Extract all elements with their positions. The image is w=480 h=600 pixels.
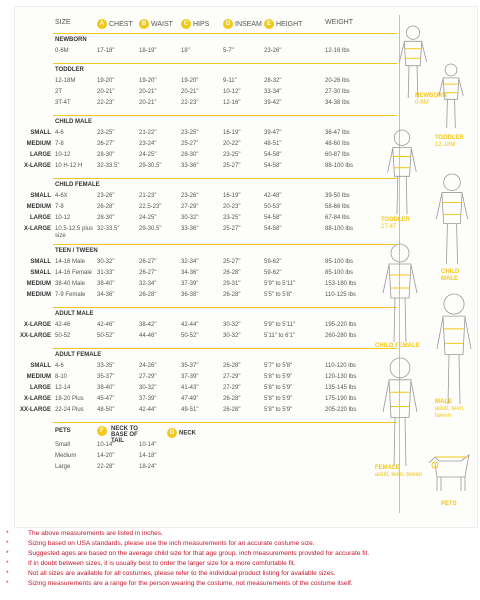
waist-cell: 26-28" xyxy=(139,292,157,298)
chest-cell: 26-28" xyxy=(97,204,115,210)
dog-figure xyxy=(421,447,477,497)
height-cell: 5'9" to 5'11" xyxy=(264,322,296,328)
size-cell: 7-8 xyxy=(55,141,64,147)
pets-title: PETS xyxy=(55,428,71,434)
weight-cell: 195-220 lbs xyxy=(325,322,357,328)
note-text: Sizing measurements are a range for the person wearing the costume, not measurements of the costume itself. xyxy=(28,580,353,587)
size-label: XX-LARGE xyxy=(19,407,51,413)
hips-header: C HIPS xyxy=(181,19,209,29)
table-row xyxy=(15,333,397,343)
hips-cell: 23-26" xyxy=(181,193,199,199)
bullet-icon: * xyxy=(6,580,9,587)
size-cell: 12-14 xyxy=(55,385,71,391)
weight-cell: 260-280 lbs xyxy=(325,333,357,339)
height-cell: 5'5" to 5'8" xyxy=(264,292,293,298)
size-cell: 4-6 xyxy=(55,363,64,369)
size-label: LARGE xyxy=(30,215,51,221)
height-cell: 59-62" xyxy=(264,270,282,276)
size-label: X-LARGE xyxy=(24,226,51,232)
hips-cell: 28-30" xyxy=(181,152,199,158)
table-row xyxy=(15,78,397,88)
weight-cell: 88-100 lbs xyxy=(325,163,354,169)
size-label: SMALL xyxy=(30,270,51,276)
height-cell: 54-58" xyxy=(264,215,282,221)
section-rule xyxy=(53,115,397,116)
inseam-cell: 30-32" xyxy=(223,333,241,339)
waist-cell: 21-22" xyxy=(139,130,157,136)
waist-header: B WAIST xyxy=(139,19,173,29)
size-cell: 7-9 Female xyxy=(55,292,86,298)
hips-cell: 25-27" xyxy=(181,141,199,147)
size-cell: 50-52 xyxy=(55,333,71,339)
size-cell: 42-46 xyxy=(55,322,71,328)
table-row xyxy=(15,141,397,151)
bullet-icon: * xyxy=(6,550,9,557)
section-rule xyxy=(53,422,397,423)
child-female-label: CHILD FEMALE xyxy=(375,343,420,349)
chest-cell: 23-25" xyxy=(97,130,115,136)
chest-header: A CHEST xyxy=(97,19,133,29)
hips-cell: 33-36" xyxy=(181,226,199,232)
toddler-12-18m-label: TODDLER 12-18M xyxy=(435,135,464,148)
hips-cell: 41-43" xyxy=(181,385,199,391)
female-figure xyxy=(375,357,425,467)
table-row xyxy=(15,322,397,332)
section-title: CHILD MALE xyxy=(55,119,92,125)
table-row xyxy=(15,363,397,373)
weight-cell: 110-120 lbs xyxy=(325,363,356,369)
pet-tail-cell: 14-20" xyxy=(97,453,115,459)
bullet-icon: * xyxy=(6,530,9,537)
waist-cell: 26-27" xyxy=(139,270,157,276)
note-line xyxy=(6,550,476,560)
size-cell: 0-6M xyxy=(55,48,69,54)
height-cell: 23-26" xyxy=(264,48,282,54)
note-line xyxy=(6,570,476,580)
chest-cell: 28-30" xyxy=(97,215,115,221)
inseam-cell: 30-32" xyxy=(223,322,241,328)
size-label: X-LARGE xyxy=(24,396,51,402)
note-text: Sizing based on USA standards, please use the inch measurements for an accurate costume size. xyxy=(28,540,315,547)
size-chart xyxy=(14,6,478,528)
height-cell: 59-62" xyxy=(264,259,282,265)
chest-cell: 45-47" xyxy=(97,396,115,402)
size-label: X-LARGE xyxy=(24,163,51,169)
chest-cell: 23-26" xyxy=(97,193,115,199)
size-cell: 10-12 xyxy=(55,215,71,221)
section-rule xyxy=(53,348,397,349)
hips-cell: 34-36" xyxy=(181,270,199,276)
toddler-figure xyxy=(433,63,469,129)
weight-cell: 85-100 lbs xyxy=(325,270,354,276)
height-cell: 5'8" to 5'9" xyxy=(264,385,293,391)
section-title: NEWBORN xyxy=(55,37,87,43)
waist-cell: 38-42" xyxy=(139,322,157,328)
size-label: MEDIUM xyxy=(26,374,51,380)
size-cell: 8-10 xyxy=(55,374,68,380)
child-male-figure xyxy=(429,173,475,265)
section-title: ADULT MALE xyxy=(55,311,94,317)
size-label: LARGE xyxy=(30,152,51,158)
table-row xyxy=(15,89,397,99)
waist-cell: 22.5-23" xyxy=(139,204,162,210)
size-cell: 38-40 Male xyxy=(55,281,86,287)
table-row xyxy=(15,259,397,269)
chest-cell: 48-50" xyxy=(97,407,115,413)
hips-cell: 47-49" xyxy=(181,396,199,402)
size-label: SMALL xyxy=(30,130,51,136)
weight-cell: 67-84 lbs xyxy=(325,215,350,221)
weight-cell: 20-26 lbs xyxy=(325,78,350,84)
size-label: SMALL xyxy=(30,363,51,369)
hips-cell: 23-25" xyxy=(181,130,199,136)
size-label: MEDIUM xyxy=(26,204,51,210)
child-female-figure xyxy=(375,243,425,343)
inseam-cell: 20-22" xyxy=(223,141,241,147)
chest-cell: 26-27" xyxy=(97,141,115,147)
size-header: SIZE xyxy=(55,19,71,26)
section-title: TODDLER xyxy=(55,67,84,73)
chest-cell: 20-21" xyxy=(97,89,115,95)
table-row xyxy=(15,130,397,140)
size-label: MEDIUM xyxy=(26,281,51,287)
weight-cell: 153-180 lbs xyxy=(325,281,357,287)
pet-tail-cell: 22-28" xyxy=(97,464,115,470)
note-line xyxy=(6,540,476,550)
waist-cell: 42-44" xyxy=(139,407,157,413)
size-cell: 18-20 Plus xyxy=(55,396,84,402)
height-cell: 5'8" to 5'9" xyxy=(264,396,293,402)
section-title: ADULT FEMALE xyxy=(55,352,102,358)
size-cell: 14-16 Male xyxy=(55,259,86,265)
table-row xyxy=(15,48,397,58)
weight-header: WEIGHT xyxy=(325,19,353,26)
inseam-cell: 25-27" xyxy=(223,259,241,265)
size-label: XX-LARGE xyxy=(19,333,51,339)
hips-cell: 19-20" xyxy=(181,78,199,84)
hips-cell: 36-38" xyxy=(181,292,199,298)
inseam-cell: 26-28" xyxy=(223,396,241,402)
waist-cell: 20-21" xyxy=(139,89,157,95)
note-text: If in doubt between sizes, it is usually best to order the larger size for a more comfortable fit. xyxy=(28,560,296,567)
chest-cell: 34-36" xyxy=(97,292,115,298)
size-cell: 3T-4T xyxy=(55,100,71,106)
height-header: E HEIGHT xyxy=(264,19,302,29)
hips-cell: 37-39" xyxy=(181,281,199,287)
note-text: Suggested ages are based on the average child size for that age group. inch measurements provided for accurate fit. xyxy=(28,550,370,557)
waist-cell: 37-39" xyxy=(139,396,157,402)
pet-neck-cell: 18-24" xyxy=(139,464,157,470)
male-label: MALE adult, teen, tween xyxy=(435,399,465,419)
table-row xyxy=(15,396,397,406)
chest-cell: 22-23" xyxy=(97,100,115,106)
toddler-2t-figure xyxy=(381,129,423,215)
table-row xyxy=(15,281,397,291)
newborn-label: NEWBORN 0-6M xyxy=(415,93,447,106)
note-text: Not all sizes are available for all costumes, please refer to the individual product listing for available sizes. xyxy=(28,570,336,577)
waist-cell: 30-32" xyxy=(139,385,157,391)
inseam-cell: 29-31" xyxy=(223,281,241,287)
pet-neck-cell: 10-14" xyxy=(139,442,157,448)
height-cell: 5'7" to 5'8" xyxy=(264,363,293,369)
hips-cell: 18" xyxy=(181,48,190,54)
hips-cell: 22-23" xyxy=(181,100,199,106)
inseam-cell: 5-7" xyxy=(223,48,234,54)
notes xyxy=(6,530,476,590)
size-cell: 10-12 xyxy=(55,152,71,158)
section-rule xyxy=(53,307,397,308)
pet-tail-cell: 10-14" xyxy=(97,442,115,448)
waist-cell: 29-30.5" xyxy=(139,226,162,232)
column-headers xyxy=(55,15,395,33)
size-cell: 2T xyxy=(55,89,63,95)
note-line xyxy=(6,560,476,570)
weight-cell: 88-100 lbs xyxy=(325,226,354,232)
size-cell: 10.5-12.5 plus size xyxy=(55,226,94,239)
weight-cell: 135-145 lbs xyxy=(325,385,357,391)
pet-row xyxy=(15,464,397,474)
note-line xyxy=(6,580,476,590)
inseam-cell: 10-12" xyxy=(223,89,241,95)
size-label: LARGE xyxy=(30,385,51,391)
waist-cell: 27-29" xyxy=(139,374,157,380)
table-row xyxy=(15,385,397,395)
table-row xyxy=(15,270,397,280)
inseam-cell: 20-23" xyxy=(223,204,241,210)
hips-cell: 30-32" xyxy=(181,215,199,221)
size-label: MEDIUM xyxy=(26,292,51,298)
height-cell: 54-58" xyxy=(264,163,282,169)
size-label: SMALL xyxy=(30,193,51,199)
inseam-header: D INSEAM xyxy=(223,19,262,29)
inseam-cell: 26-28" xyxy=(223,363,241,369)
bullet-icon: * xyxy=(6,570,9,577)
weight-cell: 27-30 lbs xyxy=(325,89,350,95)
height-cell: 5'8" to 5'9" xyxy=(264,374,293,380)
inseam-cell: 23-25" xyxy=(223,215,241,221)
table-row xyxy=(15,374,397,384)
waist-cell: 24-26" xyxy=(139,363,157,369)
inseam-cell: 23-25" xyxy=(223,152,241,158)
size-label: X-LARGE xyxy=(24,322,51,328)
note-text: The above measurements are listed in inches. xyxy=(28,530,163,537)
chest-cell: 38-40" xyxy=(97,385,115,391)
height-cell: 33-34" xyxy=(264,89,282,95)
weight-cell: 175-190 lbs xyxy=(325,396,357,402)
bullet-icon: * xyxy=(6,560,9,567)
chest-cell: 19-20" xyxy=(97,78,115,84)
height-cell: 54-58" xyxy=(264,152,282,158)
note-line xyxy=(6,530,476,540)
height-cell: 5'8" to 5'9" xyxy=(264,407,293,413)
chest-cell: 42-46" xyxy=(97,322,115,328)
weight-cell: 48-60 lbs xyxy=(325,141,350,147)
pet-row xyxy=(15,442,397,452)
inseam-cell: 26-28" xyxy=(223,407,241,413)
table-row xyxy=(15,163,397,173)
pets-header xyxy=(55,426,255,444)
chest-cell: 35-37" xyxy=(97,374,115,380)
hips-cell: 32-34" xyxy=(181,259,199,265)
hips-cell: 20-21" xyxy=(181,89,199,95)
inseam-cell: 16-19" xyxy=(223,193,241,199)
pet-size-cell: Large xyxy=(55,464,71,470)
height-cell: 5'9" to 5'11" xyxy=(264,281,296,287)
weight-cell: 12-16 lbs xyxy=(325,48,350,54)
section-title: TEEN / TWEEN xyxy=(55,248,98,254)
inseam-cell: 27-29" xyxy=(223,385,241,391)
inseam-cell: 12-16" xyxy=(223,100,241,106)
section-rule xyxy=(53,33,397,34)
chest-cell: 32-33.5" xyxy=(97,163,120,169)
height-cell: 42-48" xyxy=(264,193,282,199)
pet-row xyxy=(15,453,397,463)
pet-size-cell: Small xyxy=(55,442,71,448)
height-cell: 28-32" xyxy=(264,78,282,84)
height-cell: 39-47" xyxy=(264,130,282,136)
inseam-cell: 16-19" xyxy=(223,130,241,136)
weight-cell: 120-130 lbs xyxy=(325,374,357,380)
table-row xyxy=(15,152,397,162)
chest-cell: 38-40" xyxy=(97,281,115,287)
table-row xyxy=(15,215,397,225)
hips-cell: 27-29" xyxy=(181,204,199,210)
waist-cell: 24-25" xyxy=(139,152,157,158)
hips-cell: 33-36" xyxy=(181,163,199,169)
chest-cell: 33-35" xyxy=(97,363,115,369)
inseam-cell: 26-28" xyxy=(223,292,241,298)
waist-cell: 44-46" xyxy=(139,333,157,339)
newborn-figure xyxy=(393,25,433,99)
waist-cell: 19-20" xyxy=(139,78,157,84)
size-label: MEDIUM xyxy=(26,141,51,147)
tail-header: F NECK TO BASE OF TAIL xyxy=(97,426,151,444)
hips-cell: 35-37" xyxy=(181,363,199,369)
table-row xyxy=(15,204,397,214)
chest-cell: 28-30" xyxy=(97,152,115,158)
waist-cell: 18-19" xyxy=(139,48,157,54)
hips-cell: 42-44" xyxy=(181,322,199,328)
neck-header: D NECK xyxy=(167,428,196,438)
waist-cell: 26-27" xyxy=(139,259,157,265)
section-rule xyxy=(53,63,397,64)
table-row xyxy=(15,292,397,302)
toddler-2t-4t-label: TODDLER 2T-4T xyxy=(381,217,410,230)
section-rule xyxy=(53,178,397,179)
bullet-icon: * xyxy=(6,540,9,547)
height-cell: 50-53" xyxy=(264,204,282,210)
waist-cell: 32-34" xyxy=(139,281,157,287)
size-cell: 12-18M xyxy=(55,78,76,84)
waist-cell: 24-25" xyxy=(139,215,157,221)
height-cell: 5'11" to 6'1" xyxy=(264,333,296,339)
waist-cell: 23-24" xyxy=(139,141,157,147)
table-row xyxy=(15,193,397,203)
weight-cell: 110-125 lbs xyxy=(325,292,356,298)
waist-cell: 21-23" xyxy=(139,193,157,199)
hips-cell: 37-39" xyxy=(181,374,199,380)
female-label: FEMALE adult, teen, tween xyxy=(375,465,423,478)
size-cell: 7-8 xyxy=(55,204,64,210)
inseam-cell: 9-11" xyxy=(223,78,237,84)
pet-neck-cell: 14-18" xyxy=(139,453,157,459)
inseam-cell: 25-27" xyxy=(223,163,241,169)
waist-cell: 29-30.5" xyxy=(139,163,162,169)
weight-cell: 205-220 lbs xyxy=(325,407,357,413)
inseam-cell: 25-27" xyxy=(223,226,241,232)
table-row xyxy=(15,100,397,110)
weight-cell: 58-66 lbs xyxy=(325,204,350,210)
male-figure xyxy=(429,293,479,405)
weight-cell: 39-50 lbs xyxy=(325,193,350,199)
size-cell: 4-6X xyxy=(55,193,68,199)
weight-cell: 36-47 lbs xyxy=(325,130,350,136)
chest-cell: 30-32" xyxy=(97,259,115,265)
chest-cell: 31-33" xyxy=(97,270,115,276)
size-cell: 4-6 xyxy=(55,130,64,136)
table-row xyxy=(15,226,397,239)
table-row xyxy=(15,407,397,417)
inseam-cell: 27-29" xyxy=(223,374,241,380)
hips-cell: 49-51" xyxy=(181,407,199,413)
inseam-cell: 26-28" xyxy=(223,270,241,276)
size-cell: 14-16 Female xyxy=(55,270,93,276)
chest-cell: 50-52" xyxy=(97,333,115,339)
height-cell: 54-58" xyxy=(264,226,282,232)
size-cell: 10 H-12 H xyxy=(55,163,83,169)
section-title: CHILD FEMALE xyxy=(55,182,100,188)
weight-cell: 60-87 lbs xyxy=(325,152,350,158)
waist-cell: 20-21" xyxy=(139,100,157,106)
pets-label: PETS xyxy=(441,501,457,507)
weight-cell: 85-100 lbs xyxy=(325,259,354,265)
chest-cell: 17-18" xyxy=(97,48,115,54)
hips-cell: 50-52" xyxy=(181,333,199,339)
section-rule xyxy=(53,244,397,245)
height-cell: 48-51" xyxy=(264,141,282,147)
child-male-label: CHILD MALE xyxy=(441,269,460,282)
size-cell: 22-24 Plus xyxy=(55,407,84,413)
height-cell: 39-42" xyxy=(264,100,282,106)
pet-size-cell: Medium xyxy=(55,453,77,459)
chest-cell: 32-33.5" xyxy=(97,226,120,232)
size-label: SMALL xyxy=(30,259,51,265)
weight-cell: 34-38 lbs xyxy=(325,100,350,106)
